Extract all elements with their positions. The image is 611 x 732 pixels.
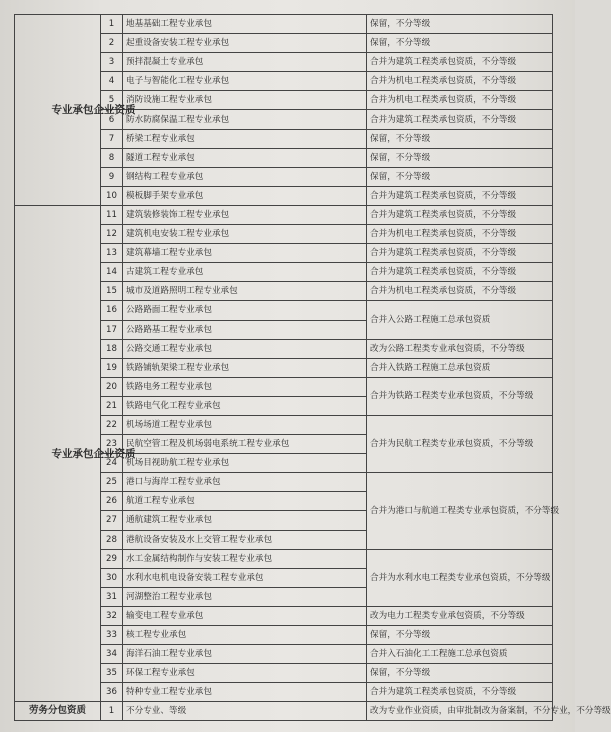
reform-note: 保留，不分等级 bbox=[367, 15, 553, 34]
qualification-name: 城市及道路照明工程专业承包 bbox=[123, 282, 367, 301]
qualification-name: 建筑幕墙工程专业承包 bbox=[123, 244, 367, 263]
qualification-name: 公路路面工程专业承包 bbox=[123, 301, 367, 320]
qualification-name: 港航设备安装及水上交管工程专业承包 bbox=[123, 530, 367, 549]
qualification-name: 公路路基工程专业承包 bbox=[123, 320, 367, 339]
reform-note: 合并为机电工程类承包资质，不分等级 bbox=[367, 282, 553, 301]
qualification-name: 河湖整治工程专业承包 bbox=[123, 587, 367, 606]
qualification-name: 机场目视助航工程专业承包 bbox=[123, 454, 367, 473]
qualification-name: 通航建筑工程专业承包 bbox=[123, 511, 367, 530]
qualification-table bbox=[14, 14, 611, 721]
reform-note: 改为电力工程类专业承包资质，不分等级 bbox=[367, 606, 553, 625]
qualification-name: 公路交通工程专业承包 bbox=[123, 339, 367, 358]
row-number: 7 bbox=[101, 129, 123, 148]
row-number: 27 bbox=[101, 511, 123, 530]
reform-note: 合并为建筑工程类承包资质，不分等级 bbox=[367, 263, 553, 282]
row-number: 24 bbox=[101, 454, 123, 473]
table-body bbox=[15, 15, 611, 721]
qualification-name: 起重设备安装工程专业承包 bbox=[123, 34, 367, 53]
table-row bbox=[15, 15, 553, 34]
qualification-name: 输变电工程专业承包 bbox=[123, 606, 367, 625]
qualification-name: 水工金属结构制作与安装工程专业承包 bbox=[123, 549, 367, 568]
qualification-name: 铁路电务工程专业承包 bbox=[123, 377, 367, 396]
qualification-name: 机场场道工程专业承包 bbox=[123, 415, 367, 434]
row-number: 9 bbox=[101, 167, 123, 186]
qualification-name: 特种专业工程专业承包 bbox=[123, 683, 367, 702]
qualification-name: 建筑装修装饰工程专业承包 bbox=[123, 205, 367, 224]
reform-note: 保留，不分等级 bbox=[367, 167, 553, 186]
table-row bbox=[15, 205, 553, 224]
qualification-name: 民航空管工程及机场弱电系统工程专业承包 bbox=[123, 435, 367, 454]
row-number: 35 bbox=[101, 664, 123, 683]
qualification-name: 钢结构工程专业承包 bbox=[123, 167, 367, 186]
qualification-name: 桥梁工程专业承包 bbox=[123, 129, 367, 148]
reform-note: 合并为建筑工程类承包资质，不分等级 bbox=[367, 205, 553, 224]
reform-note: 合并为建筑工程类承包资质，不分等级 bbox=[367, 186, 553, 205]
reform-note: 合并为铁路工程类专业承包资质，不分等级 bbox=[367, 377, 553, 415]
row-number: 31 bbox=[101, 587, 123, 606]
reform-note: 合并为建筑工程类承包资质，不分等级 bbox=[367, 53, 553, 72]
row-number: 20 bbox=[101, 377, 123, 396]
reform-note: 改为专业作业资质，由审批制改为备案制，不分专业，不分等级 bbox=[367, 702, 553, 721]
row-number: 36 bbox=[101, 683, 123, 702]
category-label: 劳务分包资质 bbox=[28, 705, 86, 717]
qualification-name: 建筑机电安装工程专业承包 bbox=[123, 225, 367, 244]
qualification-name: 海洋石油工程专业承包 bbox=[123, 645, 367, 664]
reform-note: 合并为建筑工程类承包资质，不分等级 bbox=[367, 683, 553, 702]
row-number: 16 bbox=[101, 301, 123, 320]
qualification-name: 电子与智能化工程专业承包 bbox=[123, 72, 367, 91]
row-number: 29 bbox=[101, 549, 123, 568]
qualification-name: 环保工程专业承包 bbox=[123, 664, 367, 683]
row-number: 1 bbox=[101, 15, 123, 34]
qualification-name: 航道工程专业承包 bbox=[123, 492, 367, 511]
reform-note: 保留，不分等级 bbox=[367, 664, 553, 683]
reform-note: 合并为港口与航道工程类专业承包资质，不分等级 bbox=[367, 473, 553, 549]
reform-note: 合并为建筑工程类承包资质，不分等级 bbox=[367, 244, 553, 263]
qualification-name: 核工程专业承包 bbox=[123, 626, 367, 645]
row-number: 18 bbox=[101, 339, 123, 358]
qualification-name: 模板脚手架专业承包 bbox=[123, 186, 367, 205]
qualification-name: 古建筑工程专业承包 bbox=[123, 263, 367, 282]
reform-note: 改为公路工程类专业承包资质，不分等级 bbox=[367, 339, 553, 358]
row-number: 30 bbox=[101, 568, 123, 587]
row-number: 25 bbox=[101, 473, 123, 492]
row-number: 10 bbox=[101, 186, 123, 205]
qualification-name: 预拌混凝土专业承包 bbox=[123, 53, 367, 72]
row-number: 19 bbox=[101, 358, 123, 377]
row-number: 4 bbox=[101, 72, 123, 91]
reform-note: 保留，不分等级 bbox=[367, 129, 553, 148]
row-number: 13 bbox=[101, 244, 123, 263]
qualification-name: 水利水电机电设备安装工程专业承包 bbox=[123, 568, 367, 587]
reform-note: 合并为机电工程类承包资质，不分等级 bbox=[367, 225, 553, 244]
row-number: 14 bbox=[101, 263, 123, 282]
reform-note: 合并为机电工程类承包资质，不分等级 bbox=[367, 72, 553, 91]
row-number: 28 bbox=[101, 530, 123, 549]
row-number: 22 bbox=[101, 415, 123, 434]
qualification-name: 铁路电气化工程专业承包 bbox=[123, 396, 367, 415]
qualification-name: 不分专业、等级 bbox=[123, 702, 367, 721]
row-number: 17 bbox=[101, 320, 123, 339]
reform-note: 保留，不分等级 bbox=[367, 34, 553, 53]
reform-note: 合并为机电工程类承包资质，不分等级 bbox=[367, 91, 553, 110]
table-row bbox=[15, 702, 553, 721]
reform-note: 合并入铁路工程施工总承包资质 bbox=[367, 358, 553, 377]
row-number: 11 bbox=[101, 205, 123, 224]
row-number: 2 bbox=[101, 34, 123, 53]
qualification-name: 消防设施工程专业承包 bbox=[123, 91, 367, 110]
qualification-name: 铁路铺轨架梁工程专业承包 bbox=[123, 358, 367, 377]
row-number: 3 bbox=[101, 53, 123, 72]
row-number: 6 bbox=[101, 110, 123, 129]
reform-note: 合并为民航工程类专业承包资质，不分等级 bbox=[367, 415, 553, 472]
qualification-name: 防水防腐保温工程专业承包 bbox=[123, 110, 367, 129]
row-number: 12 bbox=[101, 225, 123, 244]
reform-note: 保留，不分等级 bbox=[367, 626, 553, 645]
row-number: 5 bbox=[101, 91, 123, 110]
reform-note: 合并入石油化工工程施工总承包资质 bbox=[367, 645, 553, 664]
category-label: 专业承包企业资质 bbox=[51, 103, 136, 116]
reform-note: 合并为建筑工程类承包资质，不分等级 bbox=[367, 110, 553, 129]
reform-note: 合并为水利水电工程类专业承包资质，不分等级 bbox=[367, 549, 553, 606]
qualification-name: 港口与海岸工程专业承包 bbox=[123, 473, 367, 492]
row-number: 34 bbox=[101, 645, 123, 664]
row-number: 26 bbox=[101, 492, 123, 511]
row-number: 32 bbox=[101, 606, 123, 625]
category-cell bbox=[15, 702, 101, 721]
row-number: 15 bbox=[101, 282, 123, 301]
category-label: 专业承包企业资质 bbox=[51, 447, 136, 460]
qualification-name: 地基基础工程专业承包 bbox=[123, 15, 367, 34]
row-number: 8 bbox=[101, 148, 123, 167]
row-number: 21 bbox=[101, 396, 123, 415]
row-number: 23 bbox=[101, 435, 123, 454]
reform-note: 保留，不分等级 bbox=[367, 148, 553, 167]
qualification-name: 隧道工程专业承包 bbox=[123, 148, 367, 167]
reform-note: 合并入公路工程施工总承包资质 bbox=[367, 301, 553, 339]
row-number: 33 bbox=[101, 626, 123, 645]
row-number: 1 bbox=[101, 702, 123, 721]
